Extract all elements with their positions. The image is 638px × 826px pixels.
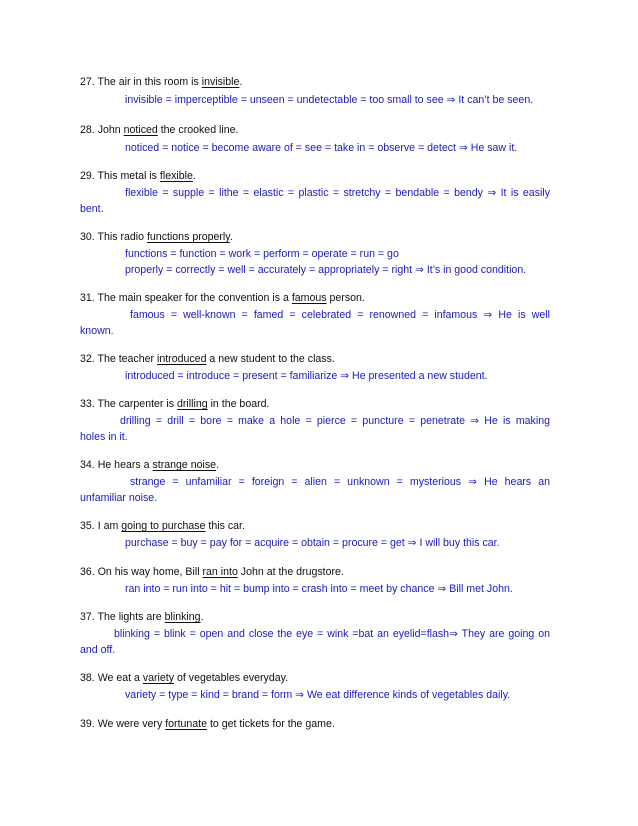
vocab-word: flexible <box>159 170 193 182</box>
vocab-word: introduced <box>156 353 207 365</box>
question-33: 33. The carpenter is drilling in the board. <box>80 398 270 410</box>
question-35: 35. I am going to purchase this car. <box>80 520 245 532</box>
question-29: 29. This metal is flexible. <box>80 170 196 182</box>
vocab-word: blinking <box>164 611 201 623</box>
vocab-word: ran into <box>202 566 238 578</box>
question-30: 30. This radio functions properly. <box>80 231 233 243</box>
synonym-continuation: holes in it. <box>80 431 128 443</box>
vocab-word: going to purchase <box>121 520 206 532</box>
vocab-word: functions properly <box>146 231 230 243</box>
vocab-word: noticed <box>123 124 158 136</box>
synonym-line: invisible = imperceptible = unseen = undetectable = too small to see ⇒ It can’t be seen. <box>125 94 534 106</box>
synonym-line: famous = well-known = famed = celebrated = renowned = infamous ⇒ He is well <box>130 309 550 321</box>
question-27: 27. The air in this room is invisible. <box>80 76 243 88</box>
vocab-word: strange noise <box>152 459 217 471</box>
synonym-continuation: unfamiliar noise. <box>80 492 158 504</box>
synonym-line: blinking = blink = open and close the eye = wink =bat an eyelid=flash⇒ They are going on <box>114 628 550 640</box>
synonym-line: introduced = introduce = present = familiarize ⇒ He presented a new student. <box>125 370 488 382</box>
question-31: 31. The main speaker for the convention is a famous person. <box>80 292 365 304</box>
vocab-word: famous <box>291 292 327 304</box>
synonym-continuation: known. <box>80 325 114 337</box>
question-39: 39. We were very fortunate to get tickets for the game. <box>80 718 335 730</box>
question-38: 38. We eat a variety of vegetables everyday. <box>80 672 289 684</box>
synonym-line: functions = function = work = perform = operate = run = go <box>125 248 399 260</box>
question-32: 32. The teacher introduced a new student to the class. <box>80 353 335 365</box>
synonym-line: noticed = notice = become aware of = see = take in = observe = detect ⇒ He saw it. <box>125 142 518 154</box>
question-37: 37. The lights are blinking. <box>80 611 204 623</box>
question-34: 34. He hears a strange noise. <box>80 459 220 471</box>
synonym-line: drilling = drill = bore = make a hole = pierce = puncture = penetrate ⇒ He is making <box>120 415 550 427</box>
synonym-line: flexible = supple = lithe = elastic = plastic = stretchy = bendable = bendy ⇒ It is easily <box>125 187 550 199</box>
question-28: 28. John noticed the crooked line. <box>80 124 239 136</box>
synonym-continuation: bent. <box>80 203 104 215</box>
synonym-continuation: and off. <box>80 644 116 656</box>
synonym-line: properly = correctly = well = accurately = appropriately = right ⇒ It’s in good condition. <box>125 264 527 276</box>
question-36: 36. On his way home, Bill ran into John at the drugstore. <box>80 566 344 578</box>
vocab-word: drilling <box>177 398 208 410</box>
synonym-line: variety = type = kind = brand = form ⇒ We eat difference kinds of vegetables daily. <box>125 689 511 701</box>
vocab-word: fortunate <box>165 718 208 730</box>
synonym-line: purchase = buy = pay for = acquire = obtain = procure = get ⇒ I will buy this car. <box>125 537 500 549</box>
synonym-line: strange = unfamiliar = foreign = alien = unknown = mysterious ⇒ He hears an <box>130 476 550 488</box>
synonym-line: ran into = run into = hit = bump into = crash into = meet by chance ⇒ Bill met John. <box>125 583 513 595</box>
vocab-word: variety <box>142 672 175 684</box>
vocab-word: invisible <box>201 76 240 88</box>
